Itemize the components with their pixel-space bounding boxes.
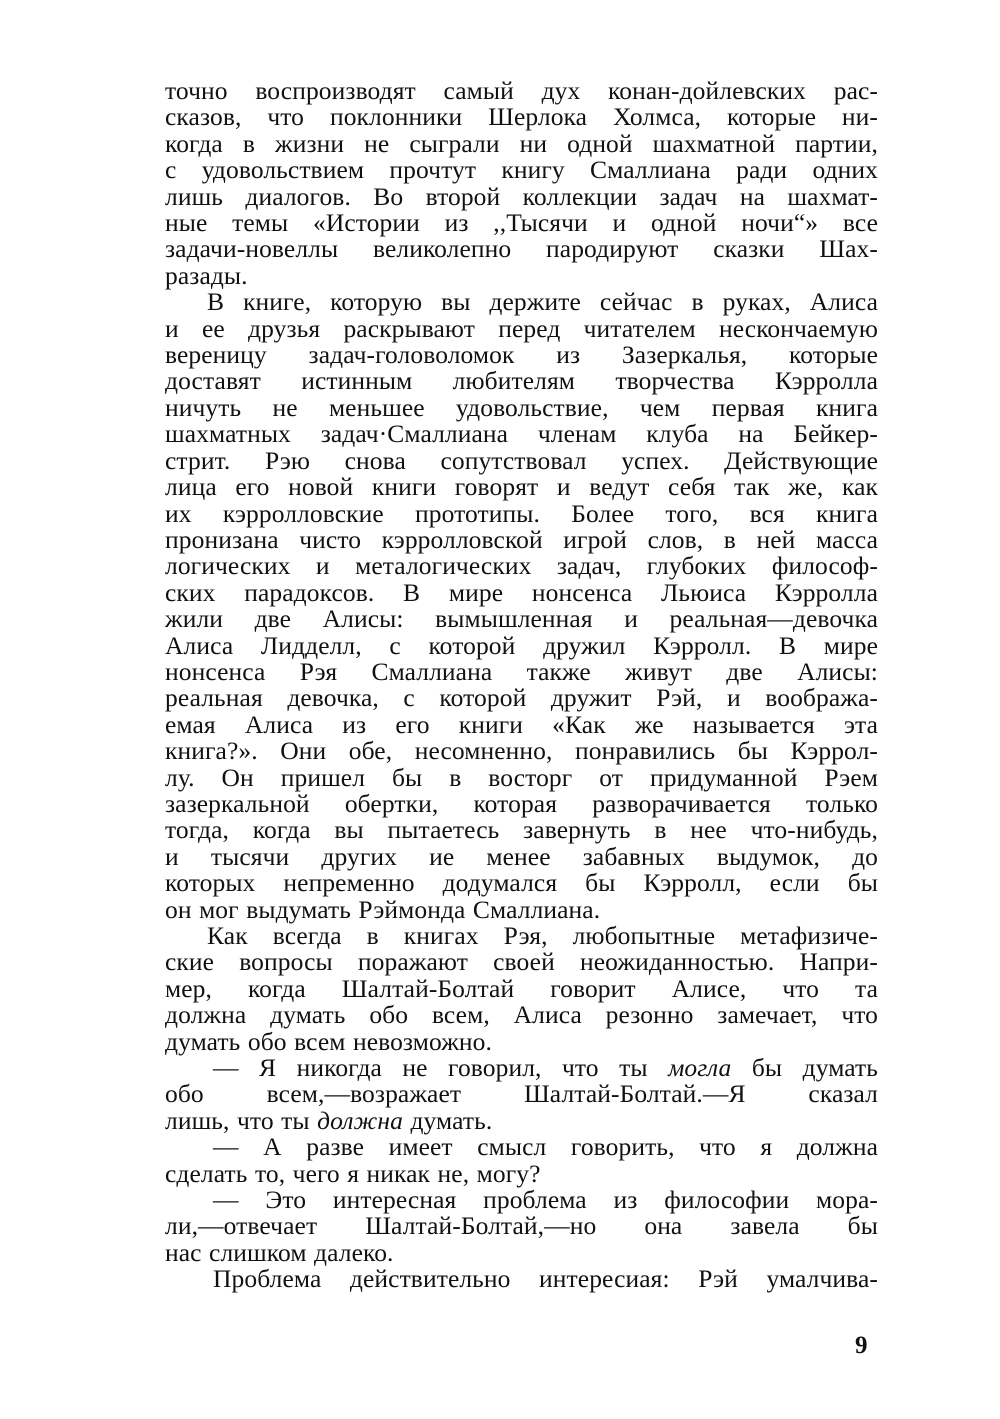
text-line: обо всем,—возражает Шалтай-Болтай.—Я сказал [165,1079,878,1109]
text-line: задачи-новеллы великолепно пародируют сказки Шах- [165,234,878,264]
text-line: когда в жизни не сыграли ни одной шахматной партии, [165,128,878,158]
text-line: — Это интересная проблема из философии мора- [213,1185,878,1215]
text-line: стрит. Рэю снова сопутствовал успех. Действующие [165,445,878,475]
text-line: логических и металогических задач, глубоких философ- [165,551,878,581]
dialogue-2 [165,1134,878,1187]
text-line: емая Алиса из его книги «Как же называется эта [165,709,878,739]
text-line: ли,—отвечает Шалтай-Болтай,—но она завела бы [165,1211,878,1241]
text-line: В книге, которую вы держите сейчас в руках, Алиса [207,287,878,317]
text-line: ские вопросы поражают своей неожиданностью. Напри- [165,947,878,977]
text-line: и тысячи других ие менее забавных выдумок, до [165,841,878,871]
text-line: их кэрролловские прототипы. Более того, вся книга [165,498,878,528]
text-line: Проблема действительно интересиая: Рэй умалчива- [213,1264,878,1294]
paragraph-3 [165,923,878,1055]
text-line: реальная девочка, с которой дружит Рэй, и вообража- [165,683,878,713]
text-line: думать обо всем невозможно. [165,1026,492,1056]
text-line: Как всегда в книгах Рэя, любопытные метафизиче- [207,921,878,950]
text-line: и ее друзья раскрывают перед читателем нескончаемую [165,313,878,343]
text-line: лица его новой книги говорят и ведут себя так же, как [165,472,878,502]
text-line: жили две Алисы: вымышленная и реальная—девочка [165,604,878,634]
text-line: пронизана чисто кэрролловской игрой слов, в ней масса [165,524,878,554]
italic-word: могла [668,1053,732,1083]
text-line: мер, когда Шалтай-Болтай говорит Алисе, что та [165,973,878,1003]
text-line: зазеркальной обертки, которая разворачивается только [165,788,878,818]
text-line: ные темы «Истории из ,,Тысячи и одной ночи“» все [165,208,878,238]
text-line: лу. Он пришел бы в восторг от придуманной Рэем [165,762,878,792]
page-text [165,78,878,1293]
text-line: он мог выдумать Рэймонда Смаллиана. [165,894,601,924]
text-line: нонсенса Рэя Смаллиана также живут две Алисы: [165,656,878,686]
text-line: Алиса Лидделл, с которой дружил Кэрролл. В мире [165,630,878,660]
text-line: которых непременно додумался бы Кэрролл, если бы [165,868,878,898]
text-line: сказов, что поклонники Шерлока Холмса, которые ни- [165,102,878,132]
paragraph-4 [165,1266,878,1292]
text-line: шахматных задач·Смаллиана членам клуба на Бейкер- [165,419,878,449]
text-line: лишь диалогов. Во второй коллекции задач на шахмат- [165,181,878,211]
text-run: бы думать [731,1053,878,1083]
dialogue-1 [165,1055,878,1134]
text-line: точно воспроизводят самый дух конан-дойлевских рас- [165,76,878,105]
paragraph-1 [165,78,878,289]
text-line: разады. [165,260,248,290]
text-line: нас слишком далеко. [165,1237,394,1267]
dialogue-3 [165,1187,878,1266]
text-line [165,1105,878,1135]
page-number: 9 [855,1332,868,1359]
text-line: ских парадоксов. В мире нонсенса Льюиса Кэрролла [165,577,878,607]
text-line [165,1055,878,1081]
text-line: доставят истинным любителям творчества Кэрролла [165,366,878,396]
text-run: лишь, что ты [165,1105,318,1135]
text-run: — Я никогда не говорил, что ты [213,1053,669,1083]
text-line: тогда, когда вы пытаетесь завернуть в нее что-нибудь, [165,815,878,845]
italic-word: должна [317,1105,403,1135]
text-line: должна думать обо всем, Алиса резонно замечает, что [165,1000,878,1030]
text-line: ничуть не меньшее удовольствие, чем первая книга [165,392,878,422]
text-run: думать. [402,1105,493,1135]
text-line: сделать то, чего я никак не, могу? [165,1158,541,1188]
paragraph-2 [165,289,878,923]
text-line: — А разве имеет смысл говорить, что я должна [213,1132,878,1162]
text-line: вереницу задач-головоломок из Зазеркалья, которые [165,340,878,370]
text-line: книга?». Они обе, несомненно, понравились бы Кэррол- [165,736,878,766]
text-line: с удовольствием прочтут книгу Смаллиана ради одних [165,155,878,185]
